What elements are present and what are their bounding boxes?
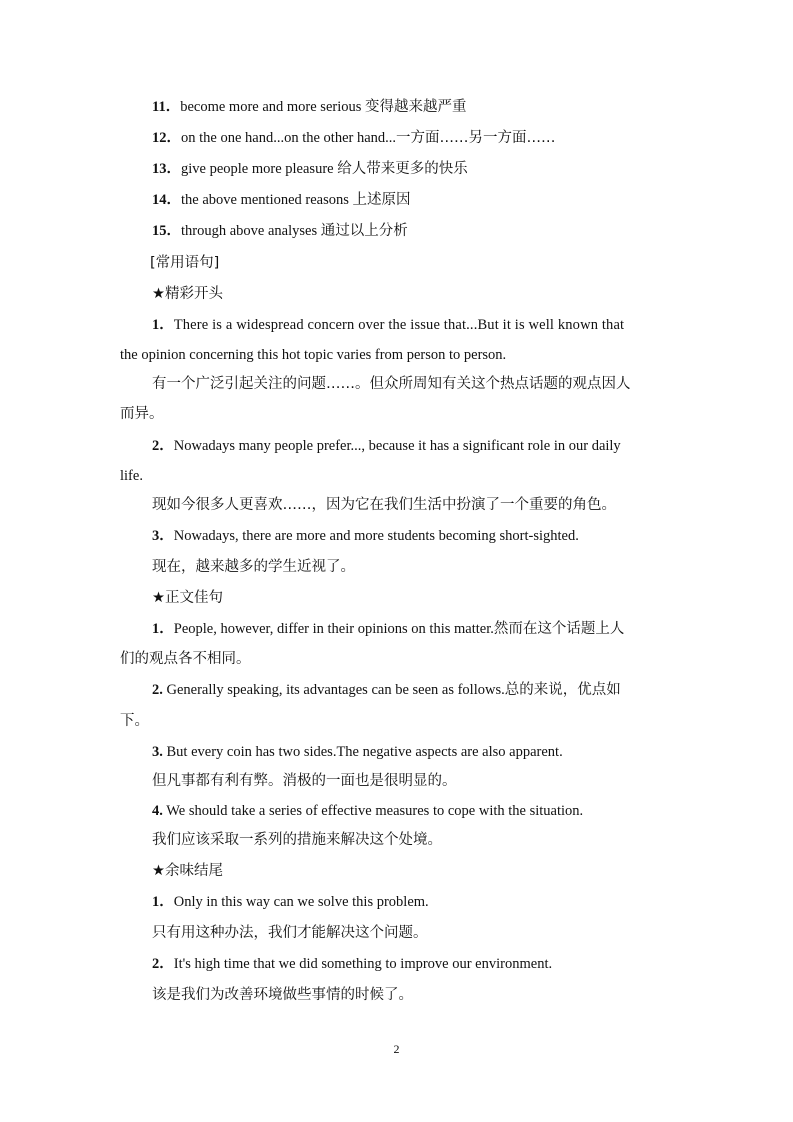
sentence-zh: 该是我们为改善环境做些事情的时候了。	[152, 987, 413, 1003]
sentence-zh-continued: 而异。	[120, 406, 164, 422]
phrase-chinese: 上述原因	[352, 192, 411, 208]
sentence-number: 3．	[152, 528, 174, 544]
sentence-zh: 现在，越来越多的学生近视了。	[152, 559, 355, 575]
sentence-en-continued: life.	[120, 468, 143, 484]
section-heading-opening	[152, 285, 223, 303]
sentence-text: Only in this way can we solve this problem.	[173, 894, 429, 910]
sentence-en	[152, 802, 583, 820]
common-sentences-heading: [常用语句]	[150, 255, 220, 271]
phrase-item	[152, 98, 467, 116]
section-title: 精彩开头	[165, 286, 223, 302]
sentence-zh-continued: 下。	[120, 713, 149, 729]
phrase-number: 14．	[152, 192, 181, 208]
page-number: 2	[393, 1042, 400, 1056]
sentence-zh: 但凡事都有利有弊。消极的一面也是很明显的。	[152, 773, 457, 789]
sentence-mixed	[152, 620, 624, 638]
sentence-text: People, however, differ in their opinions on this matter.	[173, 621, 494, 637]
sentence-en	[152, 955, 552, 973]
sentence-number: 3.	[152, 744, 163, 760]
sentence-zh-continued: 们的观点各不相同。	[120, 651, 251, 667]
phrase-english: the above mentioned reasons	[181, 192, 353, 208]
sentence-number: 2．	[152, 956, 174, 972]
sentence-text: We should take a series of effective measures to cope with the situation.	[162, 803, 584, 819]
sentence-zh: 有一个广泛引起关注的问题……。但众所周知有关这个热点话题的观点因人	[152, 376, 631, 392]
phrase-number: 12．	[152, 130, 181, 146]
sentence-zh: 现如今很多人更喜欢……，因为它在我们生活中扮演了一个重要的角色。	[152, 497, 616, 513]
sentence-text: Nowadays many people prefer..., because it has a significant role in our daily	[173, 438, 621, 454]
sentence-text: There is a widespread concern over the issue that...But it is well known that	[173, 317, 625, 333]
phrase-item	[152, 160, 468, 178]
section-title: 余味结尾	[165, 863, 223, 879]
sentence-en	[152, 893, 429, 911]
section-title: 正文佳句	[165, 590, 223, 606]
sentence-number: 1．	[152, 317, 174, 333]
sentence-en	[152, 437, 621, 455]
phrase-chinese: 一方面……另一方面……	[396, 130, 556, 146]
sentence-text: It's high time that we did something to improve our environment.	[173, 956, 553, 972]
sentence-text: Nowadays, there are more and more students becoming short-sighted.	[173, 528, 579, 544]
sentence-number: 2．	[152, 438, 174, 454]
phrase-item	[152, 222, 408, 240]
phrase-english: become more and more serious	[180, 99, 366, 115]
phrase-number: 13．	[152, 161, 181, 177]
sentence-en-continued: the opinion concerning this hot topic varies from person to person.	[120, 347, 507, 363]
star-icon: ★	[152, 863, 165, 879]
sentence-number: 2.	[152, 682, 163, 698]
phrase-item	[152, 129, 556, 147]
sentence-en	[152, 743, 563, 761]
section-heading-ending	[152, 862, 223, 880]
phrase-english: give people more pleasure	[181, 161, 338, 177]
sentence-translation: 总的来说，优点如	[504, 682, 621, 698]
sentence-number: 1．	[152, 621, 174, 637]
sentence-translation: 然而在这个话题上人	[493, 621, 625, 637]
sentence-mixed	[152, 681, 621, 699]
phrase-item	[152, 191, 411, 209]
sentence-number: 1．	[152, 894, 174, 910]
phrase-chinese: 给人带来更多的快乐	[337, 161, 468, 177]
star-icon: ★	[152, 286, 165, 302]
phrase-number: 11．	[152, 99, 181, 115]
phrase-english: through above analyses	[181, 223, 321, 239]
sentence-text: Generally speaking, its advantages can be seen as follows.	[162, 682, 505, 698]
phrase-chinese: 变得越来越严重	[365, 99, 467, 115]
sentence-zh: 我们应该采取一系列的措施来解决这个处境。	[152, 832, 442, 848]
section-heading-body	[152, 589, 223, 607]
phrase-chinese: 通过以上分析	[320, 223, 408, 239]
phrase-number: 15．	[152, 223, 181, 239]
sentence-zh: 只有用这种办法，我们才能解决这个问题。	[152, 925, 428, 941]
sentence-text: But every coin has two sides.The negative aspects are also apparent.	[162, 744, 563, 760]
star-icon: ★	[152, 590, 165, 606]
phrase-english: on the one hand...on the other hand...	[181, 130, 397, 146]
sentence-number: 4.	[152, 803, 163, 819]
sentence-en	[152, 527, 579, 545]
sentence-en	[152, 316, 624, 334]
